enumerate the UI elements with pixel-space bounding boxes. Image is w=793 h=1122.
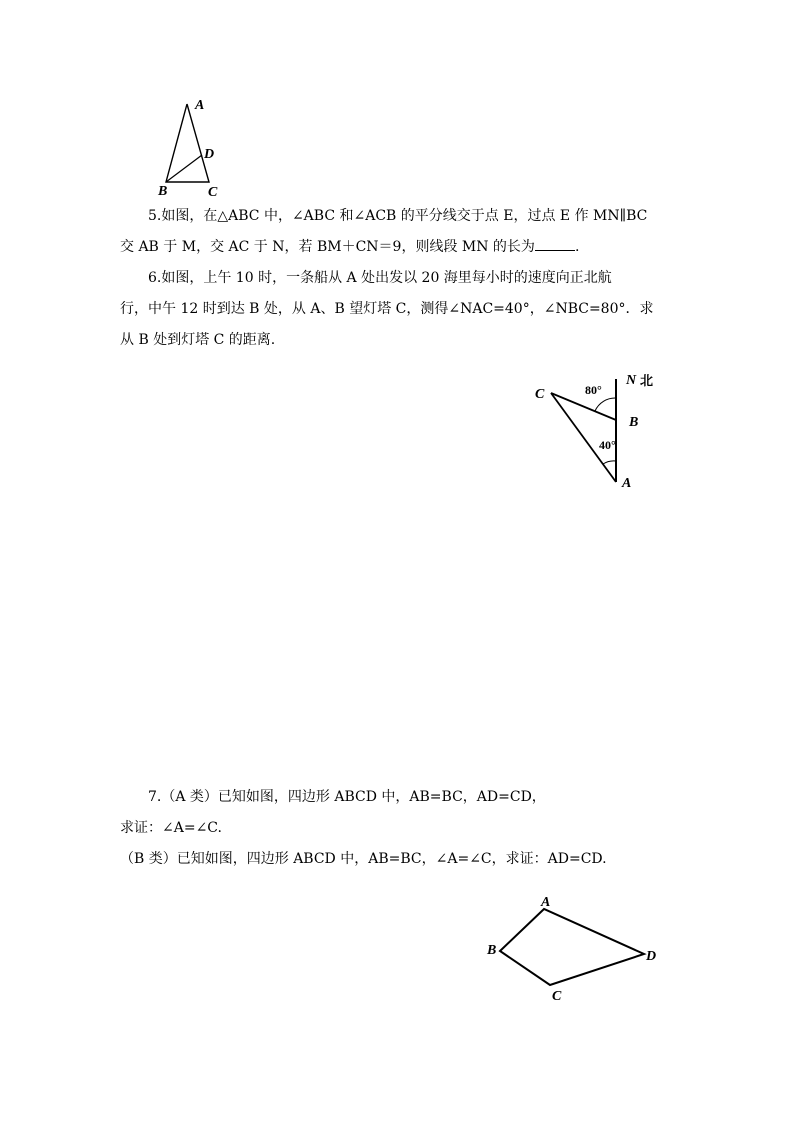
label-b: B [487,943,497,958]
label-c: C [535,387,545,402]
label-b: B [158,184,168,199]
problem-7-line-1: 7.（A 类）已知如图，四边形 ABCD 中，AB=BC，AD=CD， [148,789,546,805]
angle-40-label: 40° [599,438,616,452]
problem-7-line-2: 求证：∠A=∠C. [120,820,222,836]
ship-lighthouse-figure [525,365,670,495]
angle-arc-80 [595,398,616,411]
label-a: A [195,98,205,113]
problem-6 [120,263,680,356]
label-b: B [629,415,639,430]
label-c: C [552,989,562,1004]
problem-5-line-2-text: 交 AB 于 M，交 AC 于 N，若 BM＋CN＝9，则线段 MN 的长为 [120,239,535,255]
problem-5-line-1: 5.如图，在△ABC 中，∠ABC 和∠ACB 的平分线交于点 E，过点 E 作 MN∥BC [148,208,648,224]
problem-7 [148,782,708,813]
angle-arc-40 [603,461,616,464]
label-a: A [622,476,632,491]
answer-blank[interactable] [535,236,575,251]
label-n: N [626,373,637,388]
segment-bd [166,155,202,182]
label-a: A [541,895,551,910]
label-d: D [646,949,657,964]
triangle-outline [166,104,209,182]
problem-7-proof [120,813,680,875]
problem-5 [120,201,680,263]
problem-6-line-2: 行，中午 12 时到达 B 处，从 A、B 望灯塔 C，测得∠NAC=40°，∠NBC=80°．求 [120,301,654,317]
angle-80-label: 80° [585,383,602,397]
problem-6-line-1: 6.如图，上午 10 时，一条船从 A 处出发以 20 海里每小时的速度向正北航 [148,270,612,286]
triangle-abd-figure [150,95,240,205]
quadrilateral-figure [480,888,670,1008]
problem-5-line-2 [120,232,680,263]
label-north: 北 [640,374,654,389]
problem-5-period: . [574,239,580,255]
problem-7-line-3: （B 类）已知如图，四边形 ABCD 中，AB=BC，∠A=∠C，求证：AD=CD. [120,851,607,867]
label-d: D [204,147,215,162]
problem-6-line-3: 从 B 处到灯塔 C 的距离. [120,332,276,348]
label-c: C [208,185,218,200]
quadrilateral-outline [500,909,644,985]
